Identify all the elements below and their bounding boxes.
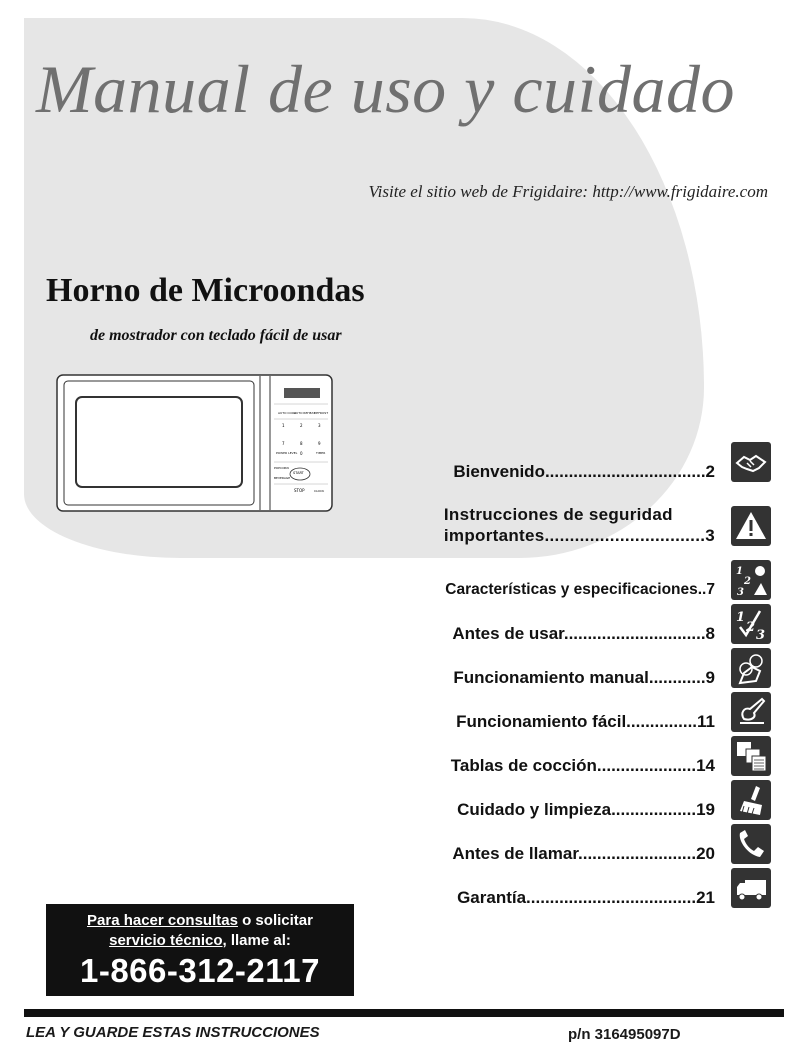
panel-label-0: 0 [300, 451, 303, 456]
panel-label-beverage: BEVERAGE [274, 476, 291, 480]
toc-item-tablas[interactable] [406, 734, 771, 778]
toc-item-seguridad[interactable] [406, 504, 771, 548]
phone-number[interactable]: 1-866-312-2117 [79, 952, 321, 989]
website-text: Visite el sitio web de Frigidaire: http://www.frigidaire.com [368, 182, 768, 201]
toc-item-antes-de-usar[interactable] [406, 602, 771, 646]
footer-divider [24, 1009, 784, 1017]
toc-item-facil[interactable] [406, 690, 771, 734]
warning-icon [731, 506, 771, 546]
contact-text-2: llame al: [226, 932, 291, 949]
svg-text:3: 3 [756, 628, 766, 641]
toc-item-antes-de-llamar[interactable] [406, 822, 771, 866]
contact-line-2 [46, 932, 354, 949]
panel-label-stop: STOP [294, 488, 305, 493]
toc-item-label: Cuidado y limpieza..................19 [457, 800, 715, 819]
panel-label-power-level: POWER LEVEL [276, 451, 298, 455]
hand-icon [731, 648, 771, 688]
panel-label-1: 1 [282, 423, 285, 428]
footer-instructions: LEA Y GUARDE ESTAS INSTRUCCIONES [26, 1024, 320, 1041]
toc-item-label: Antes de llamar.........................20 [452, 844, 715, 863]
contact-text-1: o solicitar [237, 912, 313, 929]
tables-icon [731, 736, 771, 776]
svg-text:3: 3 [737, 587, 744, 597]
servicio-link[interactable]: servicio técnico, [109, 932, 227, 949]
handshake-icon [731, 442, 771, 482]
steps-icon [731, 560, 771, 600]
svg-text:2: 2 [746, 620, 756, 635]
manual-title: Manual de uso y cuidado [36, 51, 735, 127]
panel-label-7: 7 [282, 441, 285, 446]
part-number: p/n 316495097D [568, 1026, 681, 1043]
product-title: Horno de Microondas [46, 272, 365, 309]
toc-item-label: Antes de usar..............................8 [452, 624, 715, 643]
panel-label-3: 3 [318, 423, 321, 428]
toc-item-bienvenido[interactable] [406, 440, 771, 484]
product-subtitle: de mostrador con teclado fácil de usar [90, 327, 342, 344]
panel-label-defrost: DEFROST [314, 411, 329, 415]
panel-label-auto-reheat: AUTO REHEAT [294, 411, 316, 415]
phone-icon [731, 824, 771, 864]
toc-item-garantia[interactable] [406, 866, 771, 910]
panel-label-clock: CLOCK [314, 489, 325, 493]
toc-item-caracteristicas[interactable] [406, 558, 771, 602]
toc-item-label: Características y especificaciones..7 [445, 581, 715, 598]
toc-item-label: Instrucciones de seguridad importantes................................3 [443, 505, 715, 545]
panel-label-timer: TIMER [316, 451, 326, 455]
contact-line-1 [46, 912, 354, 929]
toc-item-label: Funcionamiento fácil...............11 [456, 712, 715, 731]
cleaning-icon [731, 780, 771, 820]
svg-text:1: 1 [736, 610, 746, 625]
consultas-link[interactable]: Para hacer consultas [87, 912, 238, 929]
panel-label-start: START [293, 471, 304, 475]
panel-label-9: 9 [318, 441, 321, 446]
svg-text:2: 2 [744, 576, 751, 587]
microwave-illustration [56, 374, 334, 514]
panel-label-8: 8 [300, 441, 303, 446]
truck-icon [731, 868, 771, 908]
toc-item-manual[interactable] [406, 646, 771, 690]
toc-item-limpieza[interactable] [406, 778, 771, 822]
svg-text:1: 1 [736, 566, 743, 577]
toc-item-label: Funcionamiento manual............9 [453, 668, 715, 687]
contact-box [46, 904, 354, 996]
checklist-icon [731, 604, 771, 644]
panel-label-auto-cook: AUTO COOK [278, 411, 297, 415]
panel-label-popcorn: POPCORN [274, 466, 289, 470]
panel-label-2: 2 [300, 423, 303, 428]
touch-icon [731, 692, 771, 732]
toc-item-label: Bienvenido..................................2 [453, 462, 715, 481]
toc-item-label: Garantía....................................21 [457, 888, 715, 907]
toc-item-label: Tablas de cocción.....................14 [450, 756, 715, 775]
